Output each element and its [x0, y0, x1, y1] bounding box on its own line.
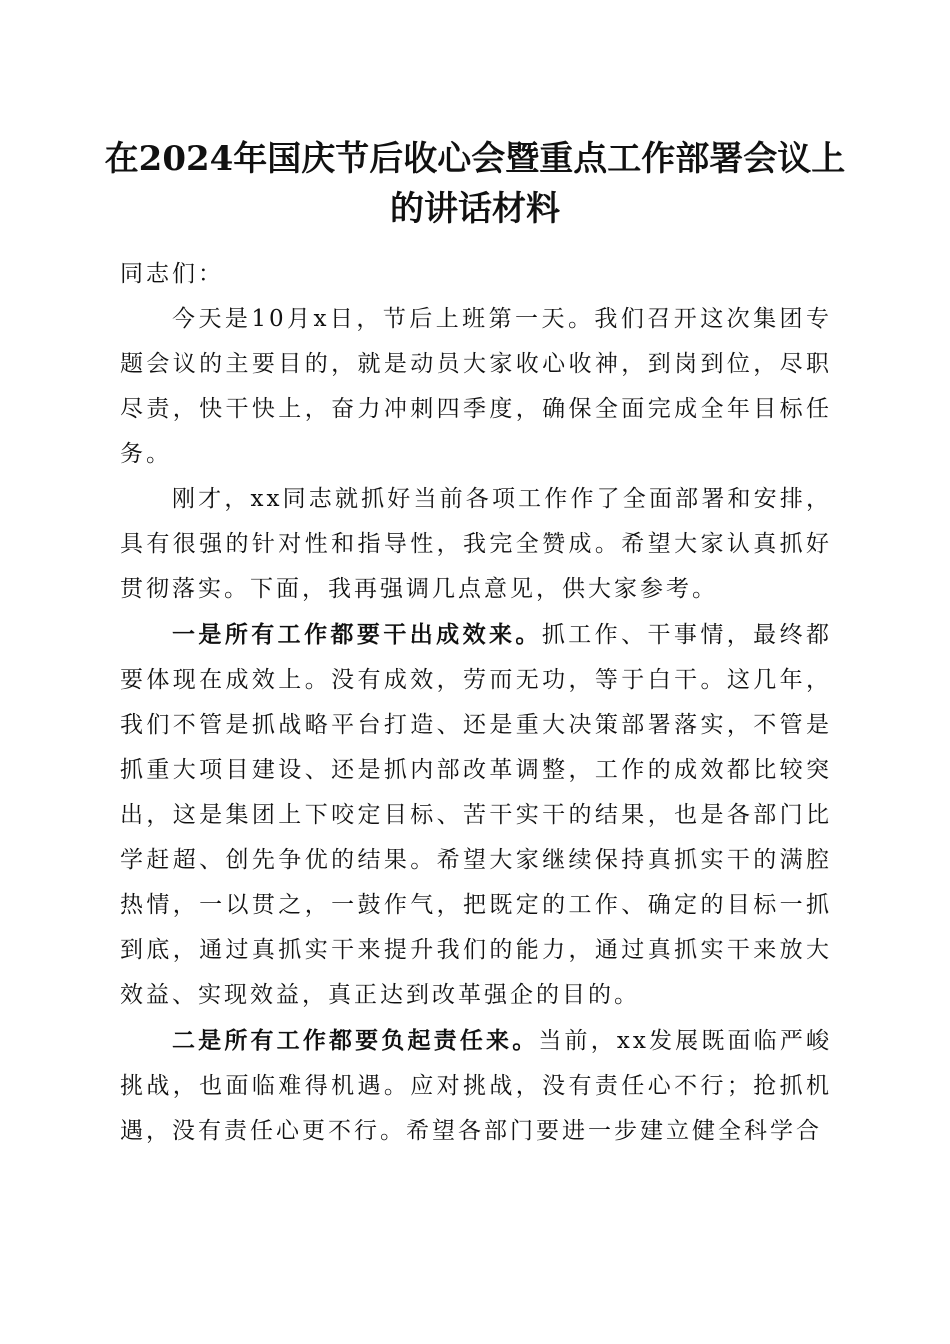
paragraph-2 [120, 477, 832, 612]
document-title: 在2024年国庆节后收心会暨重点工作部署会议上的讲话材料 [104, 139, 846, 229]
paragraph-lead-heading: 一是所有工作都要干出成效来。 [172, 621, 542, 648]
salutation: 同志们： [120, 261, 224, 287]
paragraph-text: 当前，xx发展既面临严峻挑战，也面临难得机遇。应对挑战，没有责任心不行；抢抓机遇，没有责任心更不行。希望各部门要进一步建立健全科学合 [120, 1028, 833, 1144]
paragraph-text: 刚才，xx同志就抓好当前各项工作作了全面部署和安排，具有很强的针对性和指导性，我完全赞成。希望大家认真抓好贯彻落实。下面，我再强调几点意见，供大家参考。 [120, 486, 832, 602]
paragraph-text: 今天是10月x日，节后上班第一天。我们召开这次集团专题会议的主要目的，就是动员大家收心收神，到岗到位，尽职尽责，快干快上，奋力冲刺四季度，确保全面完成全年目标任务。 [120, 306, 832, 467]
paragraph-4 [120, 1018, 832, 1154]
paragraph-lead-heading: 二是所有工作都要负起责任来。 [172, 1027, 539, 1054]
document-body [120, 252, 832, 1154]
paragraph-text: 抓工作、干事情，最终都要体现在成效上。没有成效，劳而无功，等于白干。这几年，我们不管是抓战略平台打造、还是重大决策部署落实，不管是抓重大项目建设、还是抓内部改革调整，工作的成效都比较突出，这是集团上下咬定目标、苦干实干的结果，也是各部门比学赶超、创先争优的结果。希望大家继续保持真抓实干的满腔热情，一以贯之，一鼓作气，把既定的工作、确定的目标一抓到底，通过真抓实干来提升我们的能力，通过真抓实干来放大效益、实现效益，真正达到改革强企的目的。 [120, 622, 833, 1008]
paragraph-3 [120, 612, 832, 1018]
paragraph-1 [120, 297, 832, 477]
